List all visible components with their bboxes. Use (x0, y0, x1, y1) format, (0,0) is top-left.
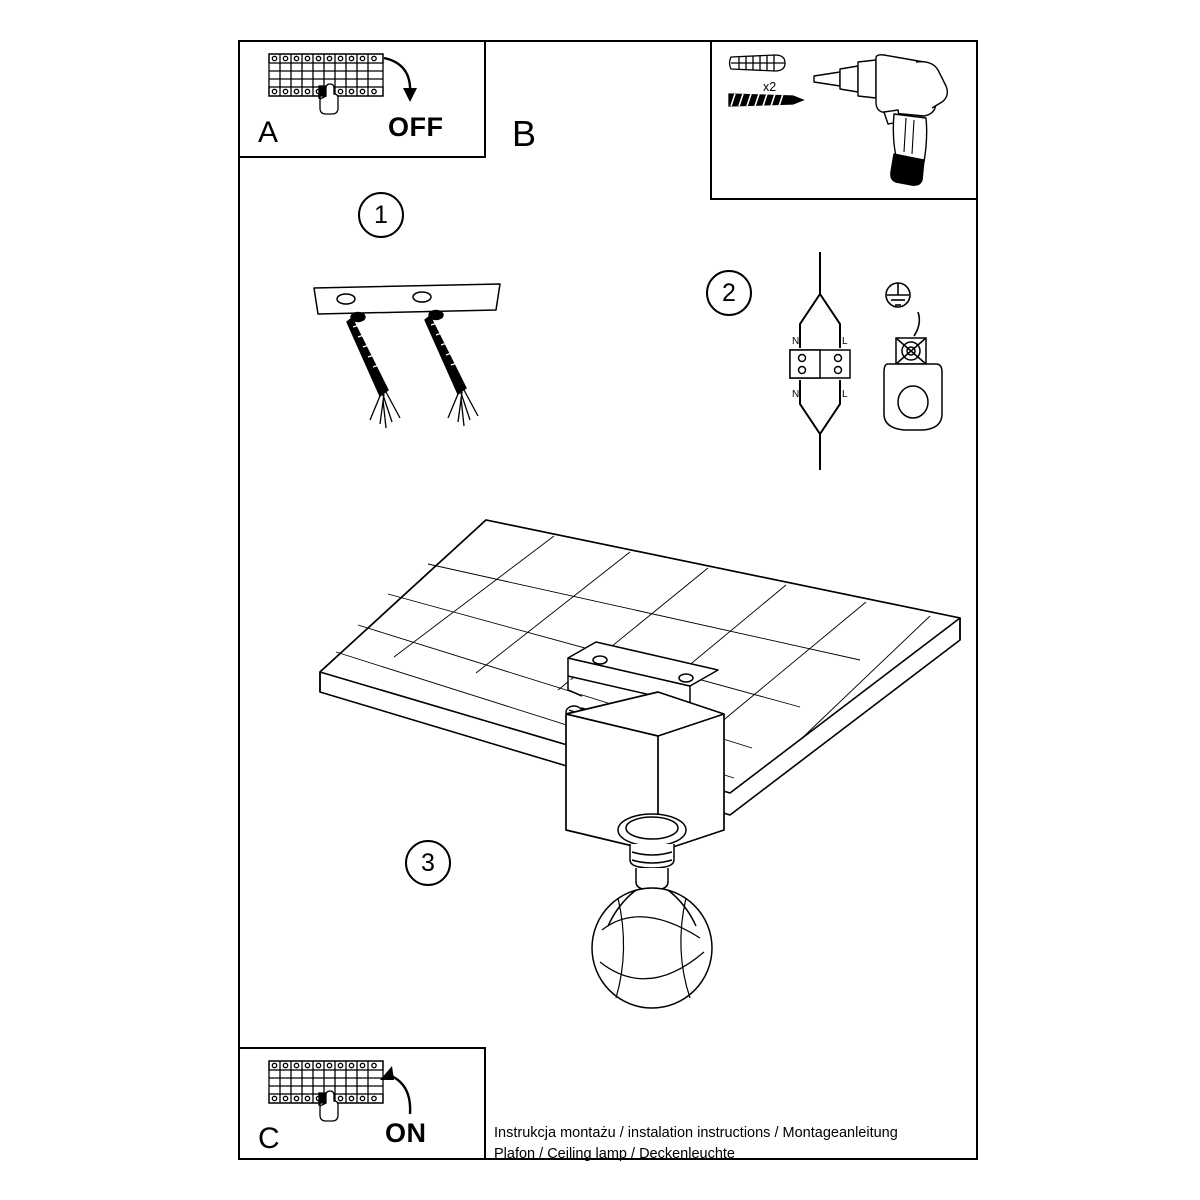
lamp-earth-connector-icon (874, 310, 950, 442)
curved-arrow-down-icon (378, 52, 426, 110)
panel-b-quantity-label: x2 (763, 80, 777, 94)
terminal-connector-icon (782, 252, 862, 470)
terminal-label-n-top: N (792, 336, 800, 347)
panel-a-action-label: OFF (388, 112, 444, 142)
terminal-label-n-bottom: N (792, 389, 800, 400)
terminal-label-l-top: L (842, 336, 848, 347)
panel-c-letter: C (258, 1122, 280, 1155)
earth-ground-symbol-icon (874, 280, 922, 314)
step-1-badge: 1 (358, 192, 404, 238)
mounting-bracket-with-screws (300, 272, 515, 452)
panel-c-action-label: ON (385, 1118, 427, 1148)
fuse-box-switch-on-icon (262, 1055, 392, 1123)
caption-line-1: Instrukcja montażu / instalation instructions / Montageanleitung (494, 1125, 898, 1141)
power-drill-icon (812, 52, 964, 190)
ceiling-lamp-assembly (300, 500, 1000, 1060)
step-3-badge: 3 (405, 840, 451, 886)
curved-arrow-up-icon (378, 1062, 426, 1120)
panel-b-letter: B (512, 113, 537, 154)
caption-line-2: Plafon / Ceiling lamp / Deckenleuchte (494, 1146, 735, 1163)
step-2-badge: 2 (706, 270, 752, 316)
wall-plug-icon (727, 50, 789, 76)
caption-block (494, 1123, 898, 1165)
fuse-box-switch-off-icon (262, 48, 392, 116)
terminal-label-l-bottom: L (842, 389, 848, 400)
panel-a-letter: A (258, 116, 279, 149)
